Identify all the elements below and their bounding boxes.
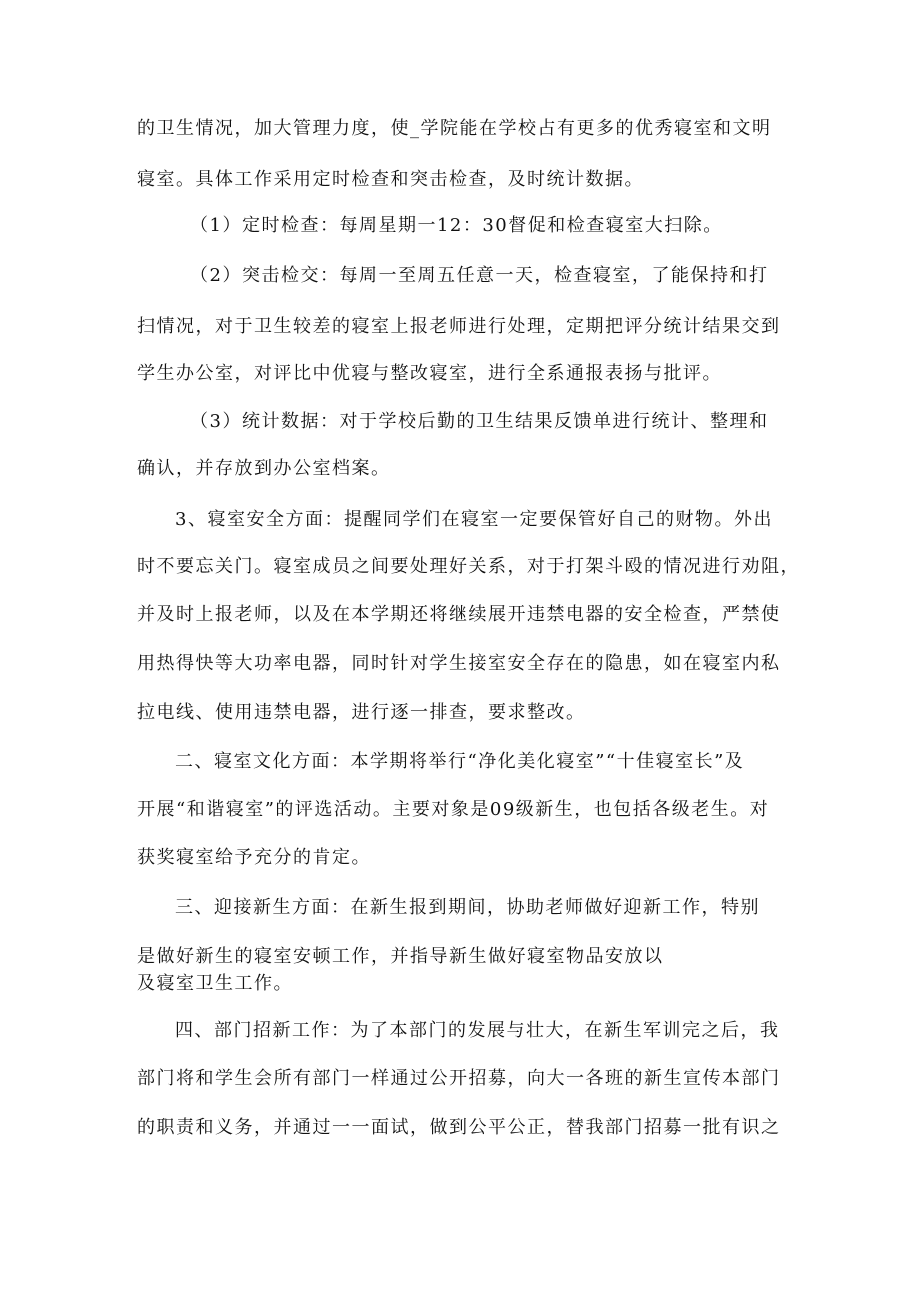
text-line: 获奖寝室给予充分的肯定。 [137, 847, 371, 868]
text-line: 开展“和谐寝室”的评选活动。主要对象是09级新生，也包括各级老生。对 [137, 799, 770, 820]
text-line: 寝室。具体工作采用定时检查和突击检查，及时统计数据。 [137, 169, 644, 190]
text-line: 扫情况，对于卫生较差的寝室上报老师进行处理，定期把评分统计结果交到 [137, 316, 781, 337]
text-line: 部门将和学生会所有部门一样通过公开招募，向大一各班的新生宣传本部门 [137, 1068, 781, 1089]
text-line: 拉电线、使用违禁电器，进行逐一排查，要求整改。 [137, 702, 586, 723]
text-line: 并及时上报老师，以及在本学期还将继续展开违禁电器的安全检查，严禁使 [137, 604, 781, 625]
text-line: 的职责和义务，并通过一一面试，做到公平公正，替我部门招募一批有识之 [137, 1117, 781, 1138]
text-line: （3）统计数据：对于学校后勤的卫生结果反馈单进行统计、整理和 [190, 411, 769, 432]
text-line: 四、部门招新工作：为了本部门的发展与壮大，在新生军训完之后，我 [175, 1020, 780, 1041]
text-line: 3、寝室安全方面：提醒同学们在寝室一定要保管好自己的财物。外出 [175, 509, 773, 530]
text-line: 三、迎接新生方面：在新生报到期间，协助老师做好迎新工作，特别 [175, 897, 760, 918]
text-line: 时不要忘关门。寝室成员之间要处理好关系，对于打架斗殴的情况进行劝阻， [137, 556, 800, 577]
text-line: 学生办公室，对评比中优寝与整改寝室，进行全系通报表扬与批评。 [137, 363, 722, 384]
text-line: 二、寝室文化方面：本学期将举行“净化美化寝室”“十佳寝室长”及 [175, 751, 745, 772]
text-line: 及寝室卫生工作。 [137, 973, 293, 994]
text-line: （1）定时检查：每周星期一12：30督促和检查寝室大扫除。 [190, 215, 723, 236]
text-line: （2）突击检交：每周一至周五任意一天，检查寝室，了能保持和打 [190, 265, 769, 286]
text-line: 确认，并存放到办公室档案。 [137, 458, 391, 479]
text-line: 的卫生情况，加大管理力度，使_学院能在学校占有更多的优秀寝室和文明 [137, 118, 772, 139]
text-line: 用热得快等大功率电器，同时针对学生接室安全存在的隐患，如在寝室内私 [137, 653, 781, 674]
text-line: 是做好新生的寝室安顿工作，并指导新生做好寝室物品安放以 [137, 946, 664, 967]
